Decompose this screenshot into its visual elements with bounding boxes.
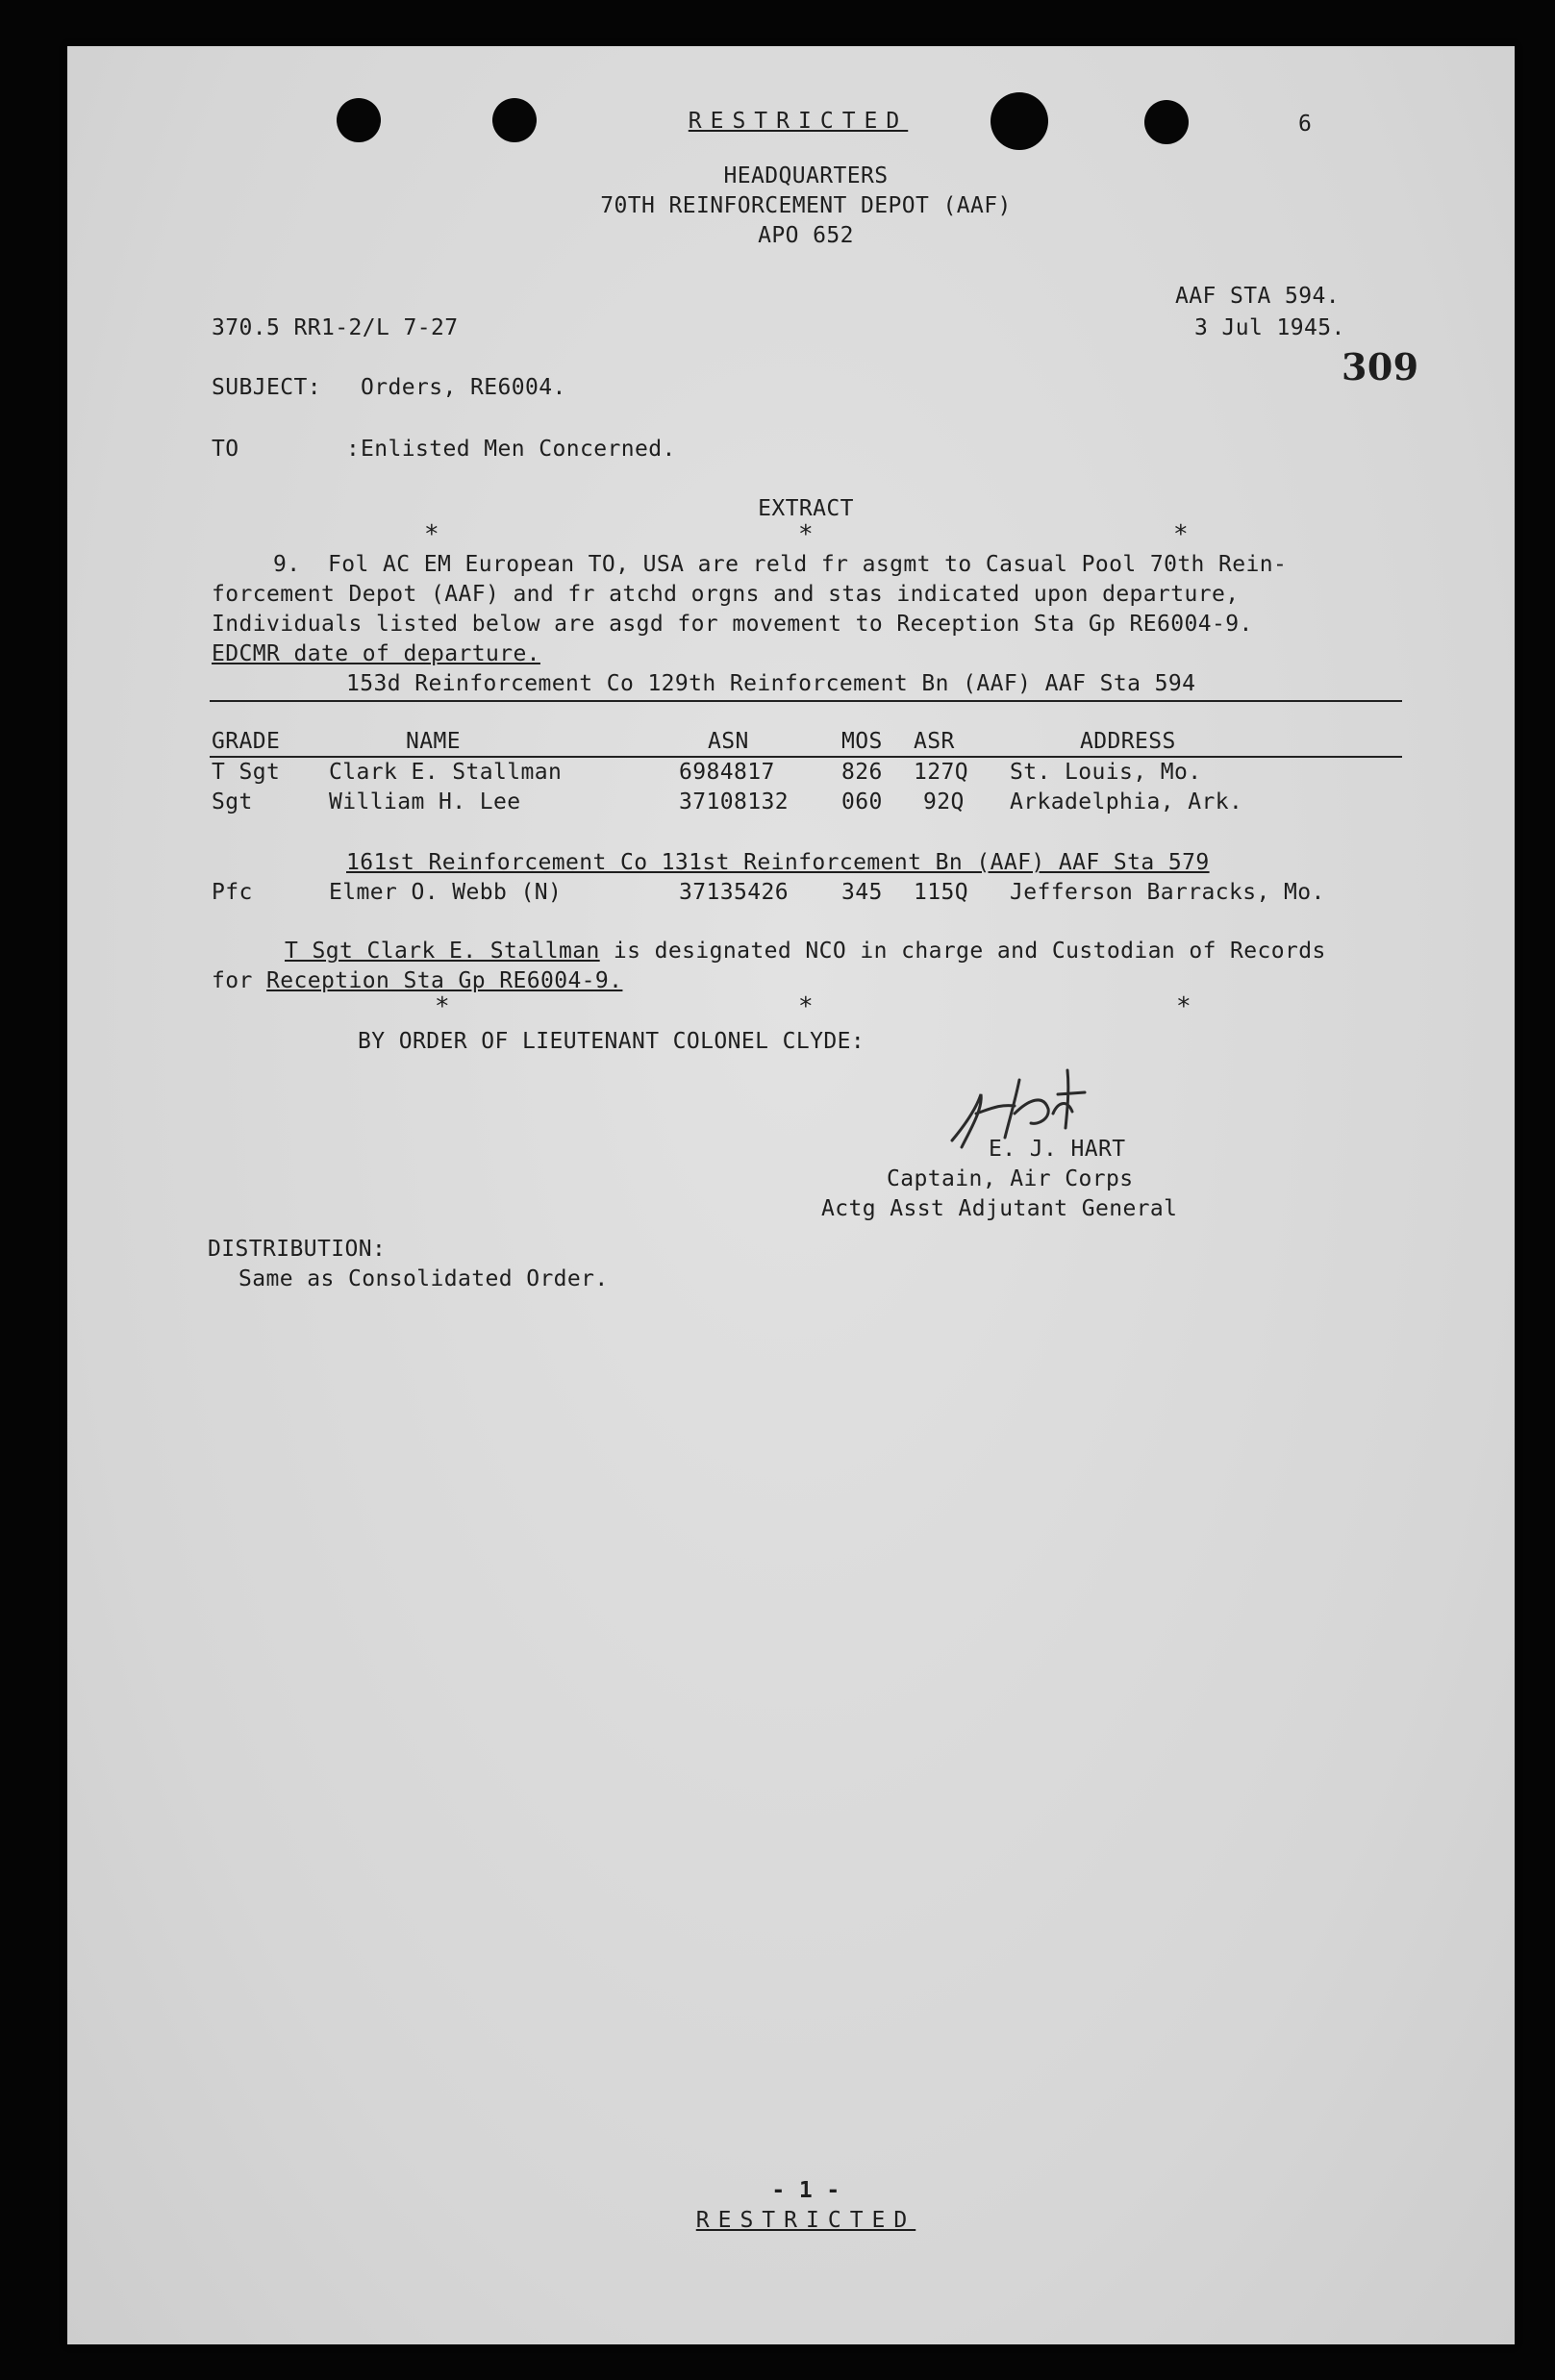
to-value: Enlisted Men Concerned. xyxy=(361,437,676,462)
org-apo: APO 652 xyxy=(758,223,854,248)
distribution-label: DISTRIBUTION: xyxy=(208,1237,387,1262)
col-header-asr: ASR xyxy=(914,729,955,754)
col-header-grade: GRADE xyxy=(212,729,281,754)
subject-value: Orders, RE6004. xyxy=(361,375,566,400)
classification-bottom: RESTRICTED xyxy=(695,2208,916,2233)
page-mark: 6 xyxy=(1298,112,1313,137)
signatory-name: E. J. HART xyxy=(989,1137,1126,1162)
paragraph-line: EDCMR date of departure. xyxy=(212,641,540,666)
station: AAF STA 594. xyxy=(1175,284,1340,309)
org-depot: 70TH REINFORCEMENT DEPOT (AAF) xyxy=(600,193,1012,218)
custodian-text: is designated NCO in charge and Custodian of Records xyxy=(599,939,1326,964)
subject-label: SUBJECT: xyxy=(212,375,321,400)
signatory-title: Actg Asst Adjutant General xyxy=(821,1196,1178,1221)
to-colon: : xyxy=(346,437,361,462)
asterisk: * xyxy=(798,992,814,1021)
table-cell-address: Jefferson Barracks, Mo. xyxy=(1010,880,1325,905)
divider xyxy=(210,700,1402,702)
document-page xyxy=(67,46,1515,2344)
table-cell-asr: 92Q xyxy=(923,789,965,814)
signatory-rank: Captain, Air Corps xyxy=(887,1166,1134,1191)
page-number: - 1 - xyxy=(771,2178,840,2203)
table-cell-asr: 115Q xyxy=(914,880,968,905)
extract-title: EXTRACT xyxy=(758,496,854,521)
col-header-asn: ASN xyxy=(708,729,749,754)
unit-heading: 161st Reinforcement Co 131st Reinforcement Bn (AAF) AAF Sta 579 xyxy=(346,850,1210,875)
custodian-text: for xyxy=(212,968,266,993)
table-cell-grade: Pfc xyxy=(212,880,253,905)
col-header-mos: MOS xyxy=(841,729,883,754)
classification-top: RESTRICTED xyxy=(688,109,909,134)
stamp-number: 309 xyxy=(1342,345,1419,388)
table-cell-mos: 060 xyxy=(841,789,883,814)
table-cell-asn: 6984817 xyxy=(679,760,775,785)
distribution-value: Same as Consolidated Order. xyxy=(238,1266,609,1291)
table-cell-asr: 127Q xyxy=(914,760,968,785)
table-cell-mos: 345 xyxy=(841,880,883,905)
table-cell-name: Clark E. Stallman xyxy=(329,760,563,785)
punch-hole xyxy=(337,98,381,142)
col-header-name: NAME xyxy=(406,729,461,754)
asterisk: * xyxy=(424,520,439,549)
asterisk: * xyxy=(1173,520,1189,549)
table-cell-grade: Sgt xyxy=(212,789,253,814)
asterisk: * xyxy=(798,520,814,549)
file-reference: 370.5 RR1-2/L 7-27 xyxy=(212,315,459,340)
punch-hole xyxy=(1144,100,1189,144)
custodian-unit: Reception Sta Gp RE6004-9. xyxy=(266,968,623,993)
paragraph-line: 9. Fol AC EM European TO, USA are reld fr asgmt to Casual Pool 70th Rein- xyxy=(273,552,1288,577)
punch-hole xyxy=(492,98,537,142)
col-header-address: ADDRESS xyxy=(1080,729,1176,754)
table-cell-grade: T Sgt xyxy=(212,760,281,785)
org-headquarters: HEADQUARTERS xyxy=(723,163,889,188)
custodian-line xyxy=(212,966,622,995)
to-label: TO xyxy=(212,437,239,462)
punch-hole xyxy=(991,92,1048,150)
table-cell-address: Arkadelphia, Ark. xyxy=(1010,789,1243,814)
asterisk: * xyxy=(1176,992,1191,1021)
table-cell-asn: 37108132 xyxy=(679,789,789,814)
custodian-name: T Sgt Clark E. Stallman xyxy=(285,939,600,964)
paragraph-line: Individuals listed below are asgd for movement to Reception Sta Gp RE6004-9. xyxy=(212,612,1253,637)
table-cell-asn: 37135426 xyxy=(679,880,789,905)
by-order: BY ORDER OF LIEUTENANT COLONEL CLYDE: xyxy=(358,1029,865,1054)
paragraph-line: forcement Depot (AAF) and fr atchd orgns and stas indicated upon departure, xyxy=(212,582,1240,607)
table-cell-name: Elmer O. Webb (N) xyxy=(329,880,563,905)
table-cell-name: William H. Lee xyxy=(329,789,521,814)
asterisk: * xyxy=(435,992,450,1021)
table-cell-address: St. Louis, Mo. xyxy=(1010,760,1202,785)
document-date: 3 Jul 1945. xyxy=(1194,315,1345,340)
unit-heading: 153d Reinforcement Co 129th Reinforcement Bn (AAF) AAF Sta 594 xyxy=(346,671,1196,696)
custodian-line xyxy=(285,937,1326,965)
table-cell-mos: 826 xyxy=(841,760,883,785)
